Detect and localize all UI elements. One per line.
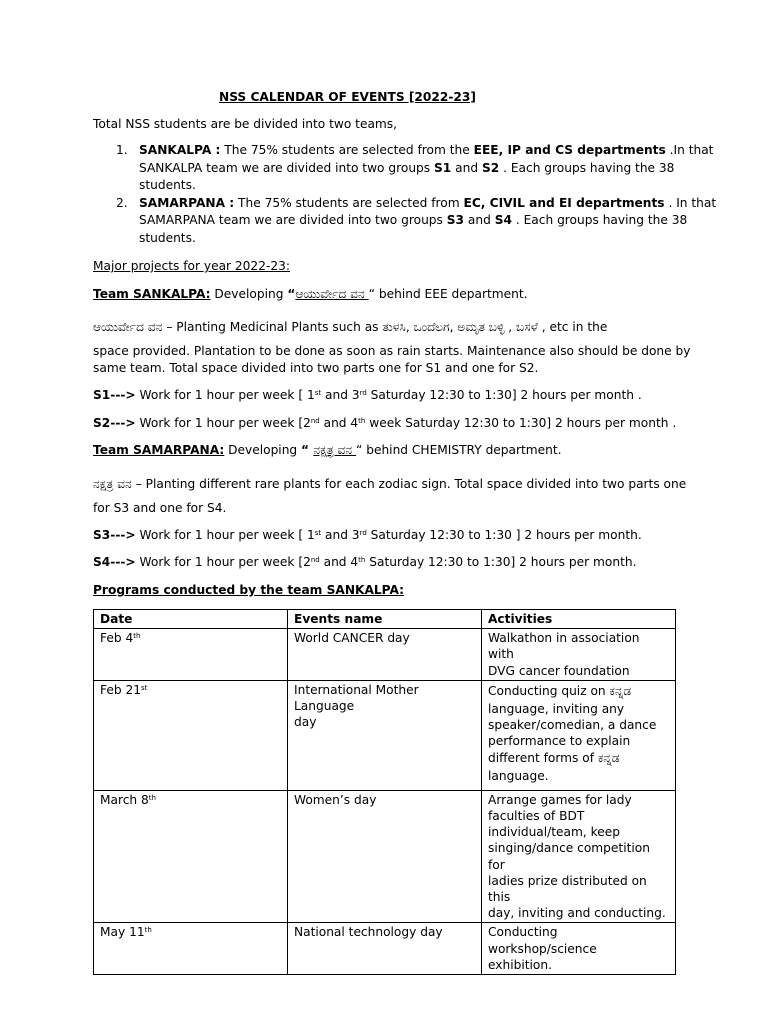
nakshatra-description-line2: for S3 and one for S4. — [93, 501, 227, 515]
samarpana-project-line: Team SAMARPANA: Developing “ ನಕ್ಷತ್ರ ವನ “ behind CHEMISTRY department. — [93, 443, 562, 457]
team-samarpana-line1: SAMARPANA : The 75% students are selected from EC, CIVIL and EI departments . In that — [139, 196, 717, 210]
team-sankalpa-line1: SANKALPA : The 75% students are selected from the EEE, IP and CS departments .In that — [139, 143, 714, 157]
table-row — [94, 790, 676, 923]
team-samarpana-line3: students. — [139, 231, 196, 245]
s2-schedule: S2---> Work for 1 hour per week [2nd and 4th week Saturday 12:30 to 1:30] 2 hours per month . — [93, 416, 677, 430]
activities-cell: Conducting quiz on ಕನ್ನಡ language, inviting any speaker/comedian, a dance performance to explain different forms of ಕನ್ನಡ language. — [482, 680, 676, 790]
table-row — [94, 923, 676, 975]
event-cell: International Mother Language day — [288, 680, 482, 790]
table-header-row — [94, 610, 676, 629]
programs-table — [93, 609, 676, 975]
event-cell: National technology day — [288, 923, 482, 975]
ayurveda-description-line1: ಆಯುರ್ವೇದ ವನ – Planting Medicinal Plants such as ತುಳಸಿ, ಒಂದೆಲಗ, ಅಮೃತ ಬಳ್ಳಿ , ಬಸಳೆ , etc in the — [93, 320, 608, 334]
event-cell: Women’s day — [288, 790, 482, 923]
date-cell: May 11th — [94, 923, 288, 975]
ayurveda-description-line3: same team. Total space divided into two parts one for S1 and one for S2. — [93, 361, 539, 375]
nakshatra-description-line1: ನಕ್ಷತ್ರ ವನ – Planting different rare plants for each zodiac sign. Total space divided into two parts one — [93, 477, 687, 491]
programs-heading: Programs conducted by the team SANKALPA: — [93, 583, 405, 597]
activities-cell: Conducting workshop/science exhibition. — [482, 923, 676, 975]
table-row — [94, 629, 676, 681]
column-header-events-name: Events name — [288, 610, 482, 629]
date-cell: Feb 4th — [94, 629, 288, 681]
ayurveda-description-line2: space provided. Plantation to be done as soon as rain starts. Maintenance also should be done by — [93, 344, 691, 358]
table-row — [94, 680, 676, 790]
column-header-activities: Activities — [482, 610, 676, 629]
date-cell: March 8th — [94, 790, 288, 923]
page-title: NSS CALENDAR OF EVENTS [2022-23] — [219, 90, 476, 104]
s4-schedule: S4---> Work for 1 hour per week [2nd and 4th Saturday 12:30 to 1:30] 2 hours per month. — [93, 555, 637, 569]
event-cell: World CANCER day — [288, 629, 482, 681]
list-number: 2. — [116, 196, 128, 210]
activities-cell: Walkathon in association with DVG cancer foundation — [482, 629, 676, 681]
activities-cell: Arrange games for lady faculties of BDT individual/team, keep singing/dance competition for ladies prize distributed on this day, inviting and conducting. — [482, 790, 676, 923]
date-cell: Feb 21st — [94, 680, 288, 790]
s1-schedule: S1---> Work for 1 hour per week [ 1st and 3rd Saturday 12:30 to 1:30] 2 hours per month . — [93, 388, 642, 402]
intro-text: Total NSS students are be divided into two teams, — [93, 117, 398, 131]
list-number: 1. — [116, 143, 128, 157]
team-sankalpa-line3: students. — [139, 178, 196, 192]
team-samarpana-line2: SAMARPANA team we are divided into two groups S3 and S4 . Each groups having the 38 — [139, 213, 688, 227]
column-header-date: Date — [94, 610, 288, 629]
s3-schedule: S3---> Work for 1 hour per week [ 1st and 3rd Saturday 12:30 to 1:30 ] 2 hours per month. — [93, 528, 642, 542]
major-projects-heading: Major projects for year 2022-23: — [93, 259, 290, 273]
sankalpa-project-line: Team SANKALPA: Developing “ಆಯುರ್ವೇದ ವನ “ behind EEE department. — [93, 287, 528, 301]
team-sankalpa-line2: SANKALPA team we are divided into two groups S1 and S2 . Each groups having the 38 — [139, 161, 675, 175]
